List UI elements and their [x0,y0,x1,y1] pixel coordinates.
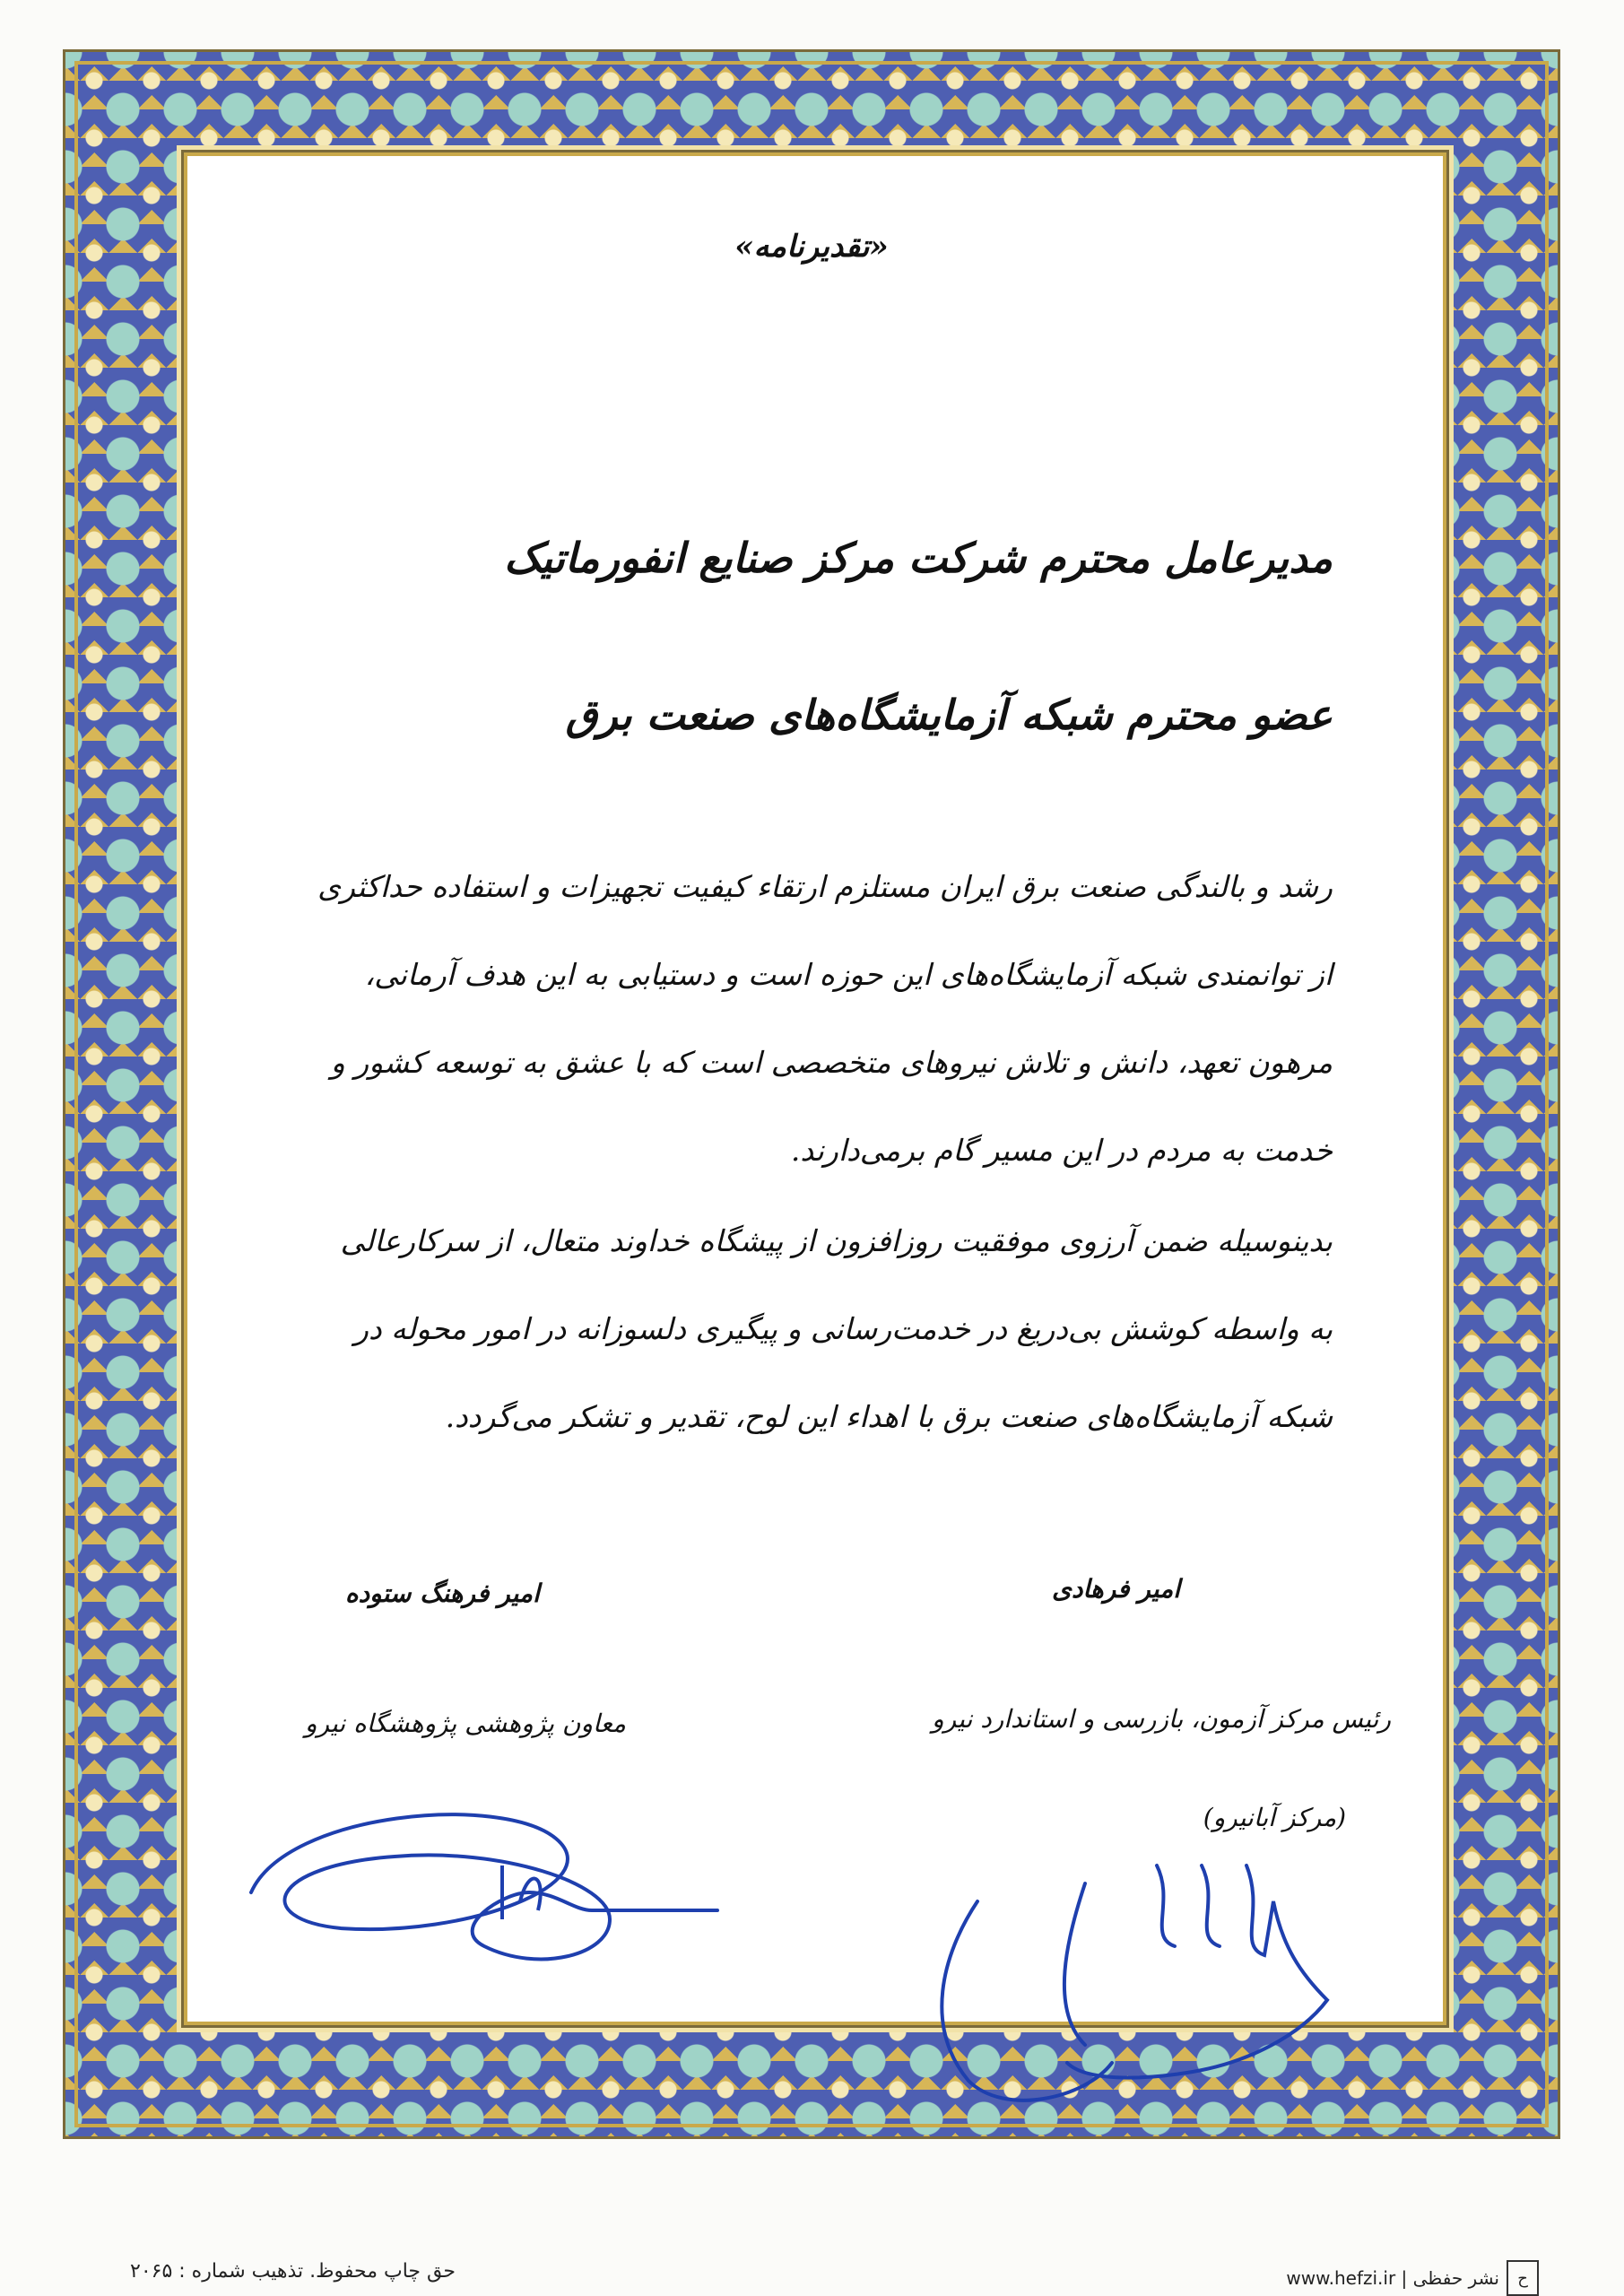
publisher-logo-icon: ح [1507,2260,1539,2296]
footer-copyright: حق چاپ محفوظ. تذهیب شماره : ۲۰۶۵ [130,2260,456,2283]
signature-right [906,1848,1372,2117]
signatory-right-title: رئیس مرکز آزمون، بازرسی و استاندارد نیرو [932,1704,1391,1734]
footer-publisher [1286,2260,1539,2296]
recipient-line-1: مدیرعامل محترم شرکت مرکز صنایع انفورماتیک [504,534,1333,582]
signatory-left-title: معاون پژوهشی پژوهشگاه نیرو [305,1709,627,1738]
recipient-line-2: عضو محترم شبکه آزمایشگاه‌های صنعت برق [565,691,1333,739]
body-paragraph-1: رشد و بالندگی صنعت برق ایران مستلزم ارتقاء کیفیت تجهیزات و استفاده حداکثری از توانمندی شبکه آزمایشگاه‌های این حوزه است و دستیابی به این هدف آرمانی، مرهون تعهد، دانش و تلاش نیروهای متخصصی است که با عشق به توسعه کشور و خدمت به مردم در این مسیر گام برمی‌دارند. [317,869,1333,1168]
body-paragraph-2: بدینوسیله ضمن آرزوی موفقیت روزافزون از پیشگاه خداوند متعال، از سرکارعالی به واسطه کوشش بی‌دریغ در خدمت‌رسانی و پیگیری دلسوزانه در امور محوله در شبکه آزمایشگاه‌های صنعت برق با اهداء این لوح، تقدیر و تشکر می‌گردد. [340,1223,1333,1434]
signatory-right-name: امیر فرهادی [1052,1574,1180,1604]
signature-left [233,1758,735,1991]
signatory-left-name: امیر فرهنگ ستوده [345,1578,540,1608]
footer-publisher-text: www.hefzi.ir | نشر حفظی [1286,2267,1499,2289]
signatory-right-subtitle: (مرکز آبانیرو) [1203,1803,1346,1832]
certificate-title: «تقدیرنامه» [734,229,889,265]
